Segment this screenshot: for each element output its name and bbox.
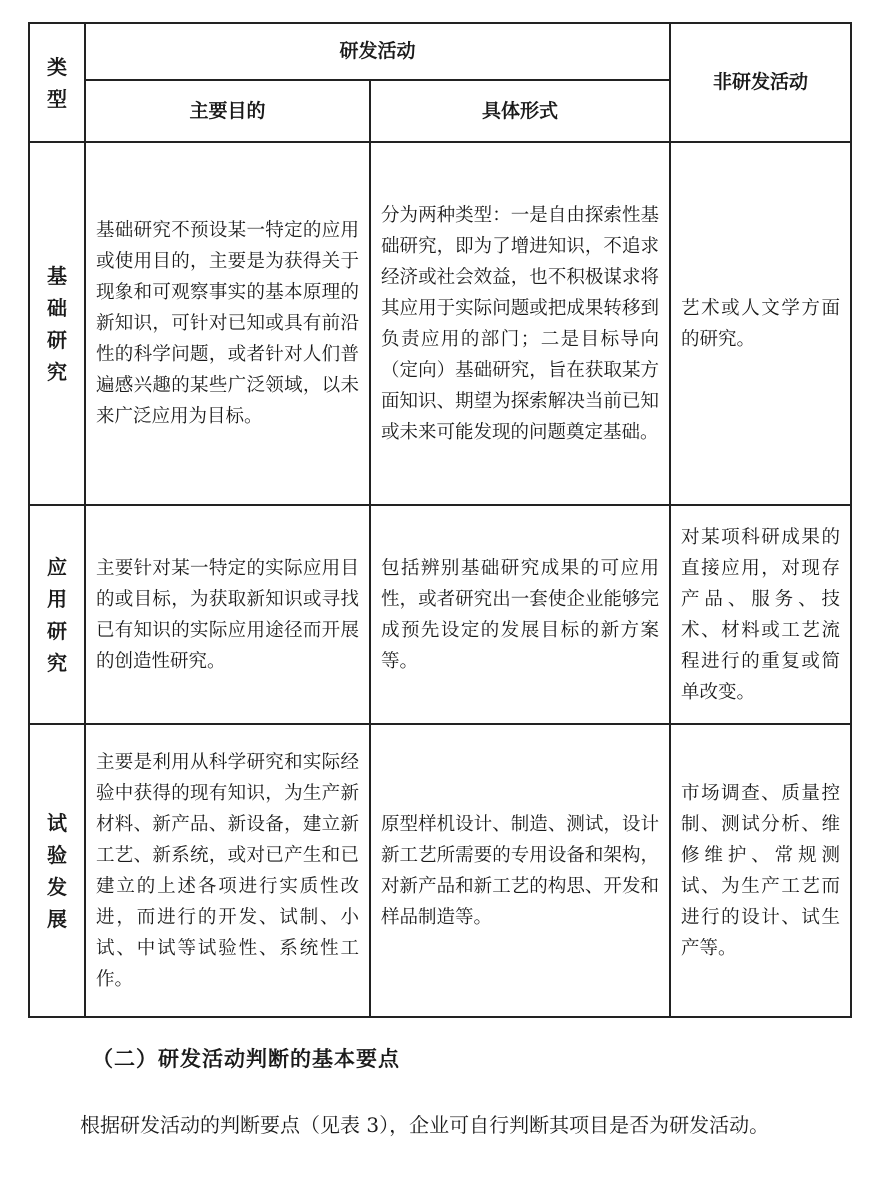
row-type-char: 究 (47, 650, 67, 675)
section-heading: （二）研发活动判断的基本要点 (92, 1046, 400, 1071)
cell-specific-form: 分为两种类型：一是自由探索性基础研究，即为了增进知识，不追求经济或社会效益，也不积极谋求将其应用于实际问题或把成果转移到负责应用的部门；二是目标导向（定向）基础研究，旨在获取某方面知识、期望为探索解决当前已知或未来可能发现的问题奠定基础。 (370, 142, 670, 505)
table-row-experimental-development (29, 724, 851, 1017)
header-rd-activity: 研发活动 (85, 23, 670, 80)
row-type-char: 发 (47, 874, 67, 899)
cell-main-purpose: 主要针对某一特定的实际应用目的或目标，为获取新知识或寻找已有知识的实际应用途径而开展的创造性研究。 (85, 505, 370, 724)
row-type-char: 展 (47, 906, 67, 931)
cell-main-purpose: 基础研究不预设某一特定的应用或使用目的，主要是为获得关于现象和可观察事实的基本原理的新知识，可针对已知或具有前沿性的科学问题，或者针对人们普遍感兴趣的某些广泛领域，以未来广泛应用为目标。 (85, 142, 370, 505)
cell-non-rd: 对某项科研成果的直接应用，对现存产品、服务、技术、材料或工艺流程进行的重复或简单改变。 (670, 505, 851, 724)
cell-non-rd: 艺术或人文学方面的研究。 (670, 142, 851, 505)
row-type-char: 础 (47, 295, 67, 320)
cell-non-rd: 市场调查、质量控制、测试分析、维修维护、常规测试、为生产工艺而进行的设计、试生产等。 (670, 724, 851, 1017)
cell-specific-form: 原型样机设计、制造、测试，设计新工艺所需要的专用设备和架构，对新产品和新工艺的构思、开发和样品制造等。 (370, 724, 670, 1017)
table-row-applied-research (29, 505, 851, 724)
row-type-char: 究 (47, 359, 67, 384)
header-type (29, 23, 85, 142)
header-main-purpose: 主要目的 (85, 80, 370, 142)
row-type-applied-research (29, 505, 85, 724)
row-type-basic-research (29, 142, 85, 505)
row-type-char: 验 (47, 842, 67, 867)
header-non-rd-activity: 非研发活动 (670, 23, 851, 142)
row-type-char: 研 (47, 327, 67, 352)
cell-specific-form: 包括辨别基础研究成果的可应用性，或者研究出一套使企业能够完成预先设定的发展目标的新方案等。 (370, 505, 670, 724)
header-type-char: 型 (47, 86, 67, 111)
row-type-char: 研 (47, 618, 67, 643)
rd-activity-table (28, 22, 852, 1018)
header-type-char: 类 (47, 54, 67, 79)
row-type-char: 基 (47, 263, 67, 288)
row-type-experimental-development (29, 724, 85, 1017)
body-paragraph: 根据研发活动的判断要点（见表 3），企业可自行判断其项目是否为研发活动。 (80, 1113, 770, 1137)
row-type-char: 试 (47, 810, 67, 835)
cell-main-purpose: 主要是利用从科学研究和实际经验中获得的现有知识，为生产新材料、新产品、新设备，建立新工艺、新系统，或对已产生和已建立的上述各项进行实质性改进，而进行的开发、试制、小试、中试等试验性、系统性工作。 (85, 724, 370, 1017)
row-type-char: 用 (47, 586, 67, 611)
header-specific-form: 具体形式 (370, 80, 670, 142)
row-type-char: 应 (47, 554, 67, 579)
table-row-basic-research (29, 142, 851, 505)
